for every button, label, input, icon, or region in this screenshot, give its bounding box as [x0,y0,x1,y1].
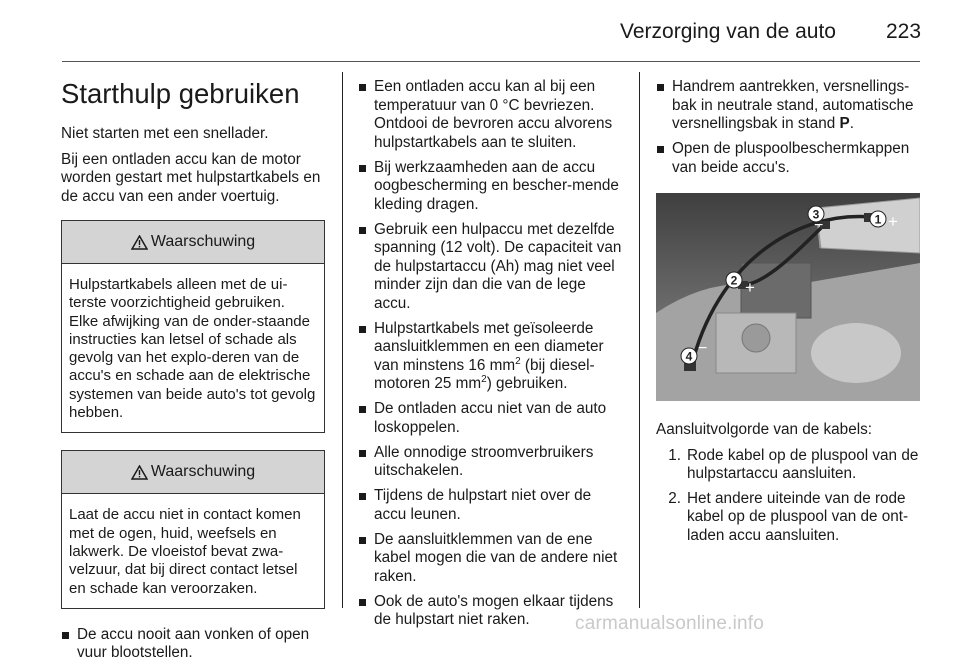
column-2 [358,78,624,636]
numbered-steps [656,447,922,546]
step-text: Rode kabel op de pluspool van de hulpstartaccu aansluiten. [687,446,919,482]
plus-sign: + [888,212,898,231]
warning-text: Laat de accu niet in contact komen met de ogen, huid, weefsels en lakwerk. De vloeistof bevat zwa-velzuur, dat bij direct contact letsel en schade kan veroorzaken. [69,506,301,597]
plus-sign: + [745,278,755,297]
list-item-text: (bij diesel-motoren 25 mm [374,356,595,392]
watermark: carmanualsonline.info [575,613,765,634]
list-item [358,320,624,394]
bullet-list-col3 [656,78,922,177]
list-item: Alle onnodige stroomverbruikers uitschakelen. [358,444,624,481]
list-item-text: Hulpstartkabels met geïsoleerde aansluitklemmen en een diameter van minstens 16 mm [374,319,604,374]
gear-position-label: P [839,115,850,132]
column-1 [61,78,325,669]
list-item: Tijdens de hulpstart niet over de accu leunen. [358,487,624,524]
warning-box-2 [61,450,325,608]
callout-3-label: 3 [812,207,820,222]
jump-start-illustration [656,193,920,401]
list-item: De ontladen accu niet van de auto loskoppelen. [358,400,624,437]
callout-1 [870,211,886,227]
callout-4 [681,348,697,364]
minus-sign: − [698,340,708,357]
warning-header [62,221,324,264]
step-number: 2. [668,489,681,507]
section-title: Starthulp gebruiken [61,78,300,109]
warning-box-1 [61,220,325,433]
step-item [656,490,922,546]
intro-paragraph-1: Niet starten met een snellader. [61,125,269,142]
bullet-list-col2 [358,78,624,630]
warning-triangle-icon [131,465,148,480]
superscript: 2 [515,355,521,367]
step-text: Het andere uiteinde van de rode kabel op de pluspool van de ont-laden accu aansluiten. [687,489,909,544]
page-number: 223 [886,20,922,43]
list-item-text: . [849,115,854,132]
callout-2-label: 2 [730,273,738,288]
list-item: Gebruik een hulpaccu met dezelfde spanning (12 volt). De capaciteit van de hulpstartaccu (Ah) mag niet veel minder zijn dan die van de lege accu. [358,221,624,314]
steps-intro: Aansluitvolgorde van de kabels: [656,421,872,438]
warning-triangle-icon [131,235,148,250]
callout-2 [726,272,742,288]
column-3 [656,78,922,551]
warning-header [62,451,324,494]
list-item-text: Handrem aantrekken, versnellings-bak in neutrale stand, automatische versnellingsbak in stand [672,78,914,132]
minus-sign: − [814,217,824,234]
step-item [656,447,922,484]
list-item: Bij werkzaamheden aan de accu oogbescherming en bescher-mende kleding dragen. [358,159,624,215]
header-divider [62,61,920,62]
list-item: Een ontladen accu kan al bij een temperatuur van 0 °C bevriezen. Ontdooi de bevroren accu alvorens hulpstartkabels aan te sluiten. [358,78,624,152]
warning-title: Waarschuwing [150,232,256,250]
header-title: Verzorging van de auto [620,20,836,43]
callout-1-label: 1 [874,212,882,227]
list-item: De aansluitklemmen van de ene kabel mogen die van de andere niet raken. [358,531,624,587]
list-item-text: ) gebruiken. [486,375,568,392]
list-item: Open de pluspoolbeschermkappen van beide accu's. [656,140,922,177]
list-item: De accu nooit aan vonken of open vuur blootstellen. [61,626,325,663]
warning-title: Waarschuwing [150,463,256,481]
superscript: 2 [481,373,487,385]
list-item: Ook de auto's mogen elkaar tijdens de hulpstart niet raken. [358,593,624,630]
warning-text: Hulpstartkabels alleen met de ui-terste voorzichtigheid gebruiken. Elke afwijking van de onder-staande instructies kan letsel of schade als gevolg van het explo-deren van de accu's en schade aan de elektrische systemen van beide auto's tot gevolg hebben. [69,276,316,422]
list-item [656,78,922,134]
bullet-list-col1 [61,626,325,663]
column-divider-1 [342,72,343,608]
callout-4-label: 4 [685,349,693,364]
intro-paragraph-2: Bij een ontladen accu kan de motor worden gestart met hulpstartkabels en de accu van een ander voertuig. [61,150,321,205]
column-divider-2 [639,72,640,608]
step-number: 1. [668,446,681,464]
